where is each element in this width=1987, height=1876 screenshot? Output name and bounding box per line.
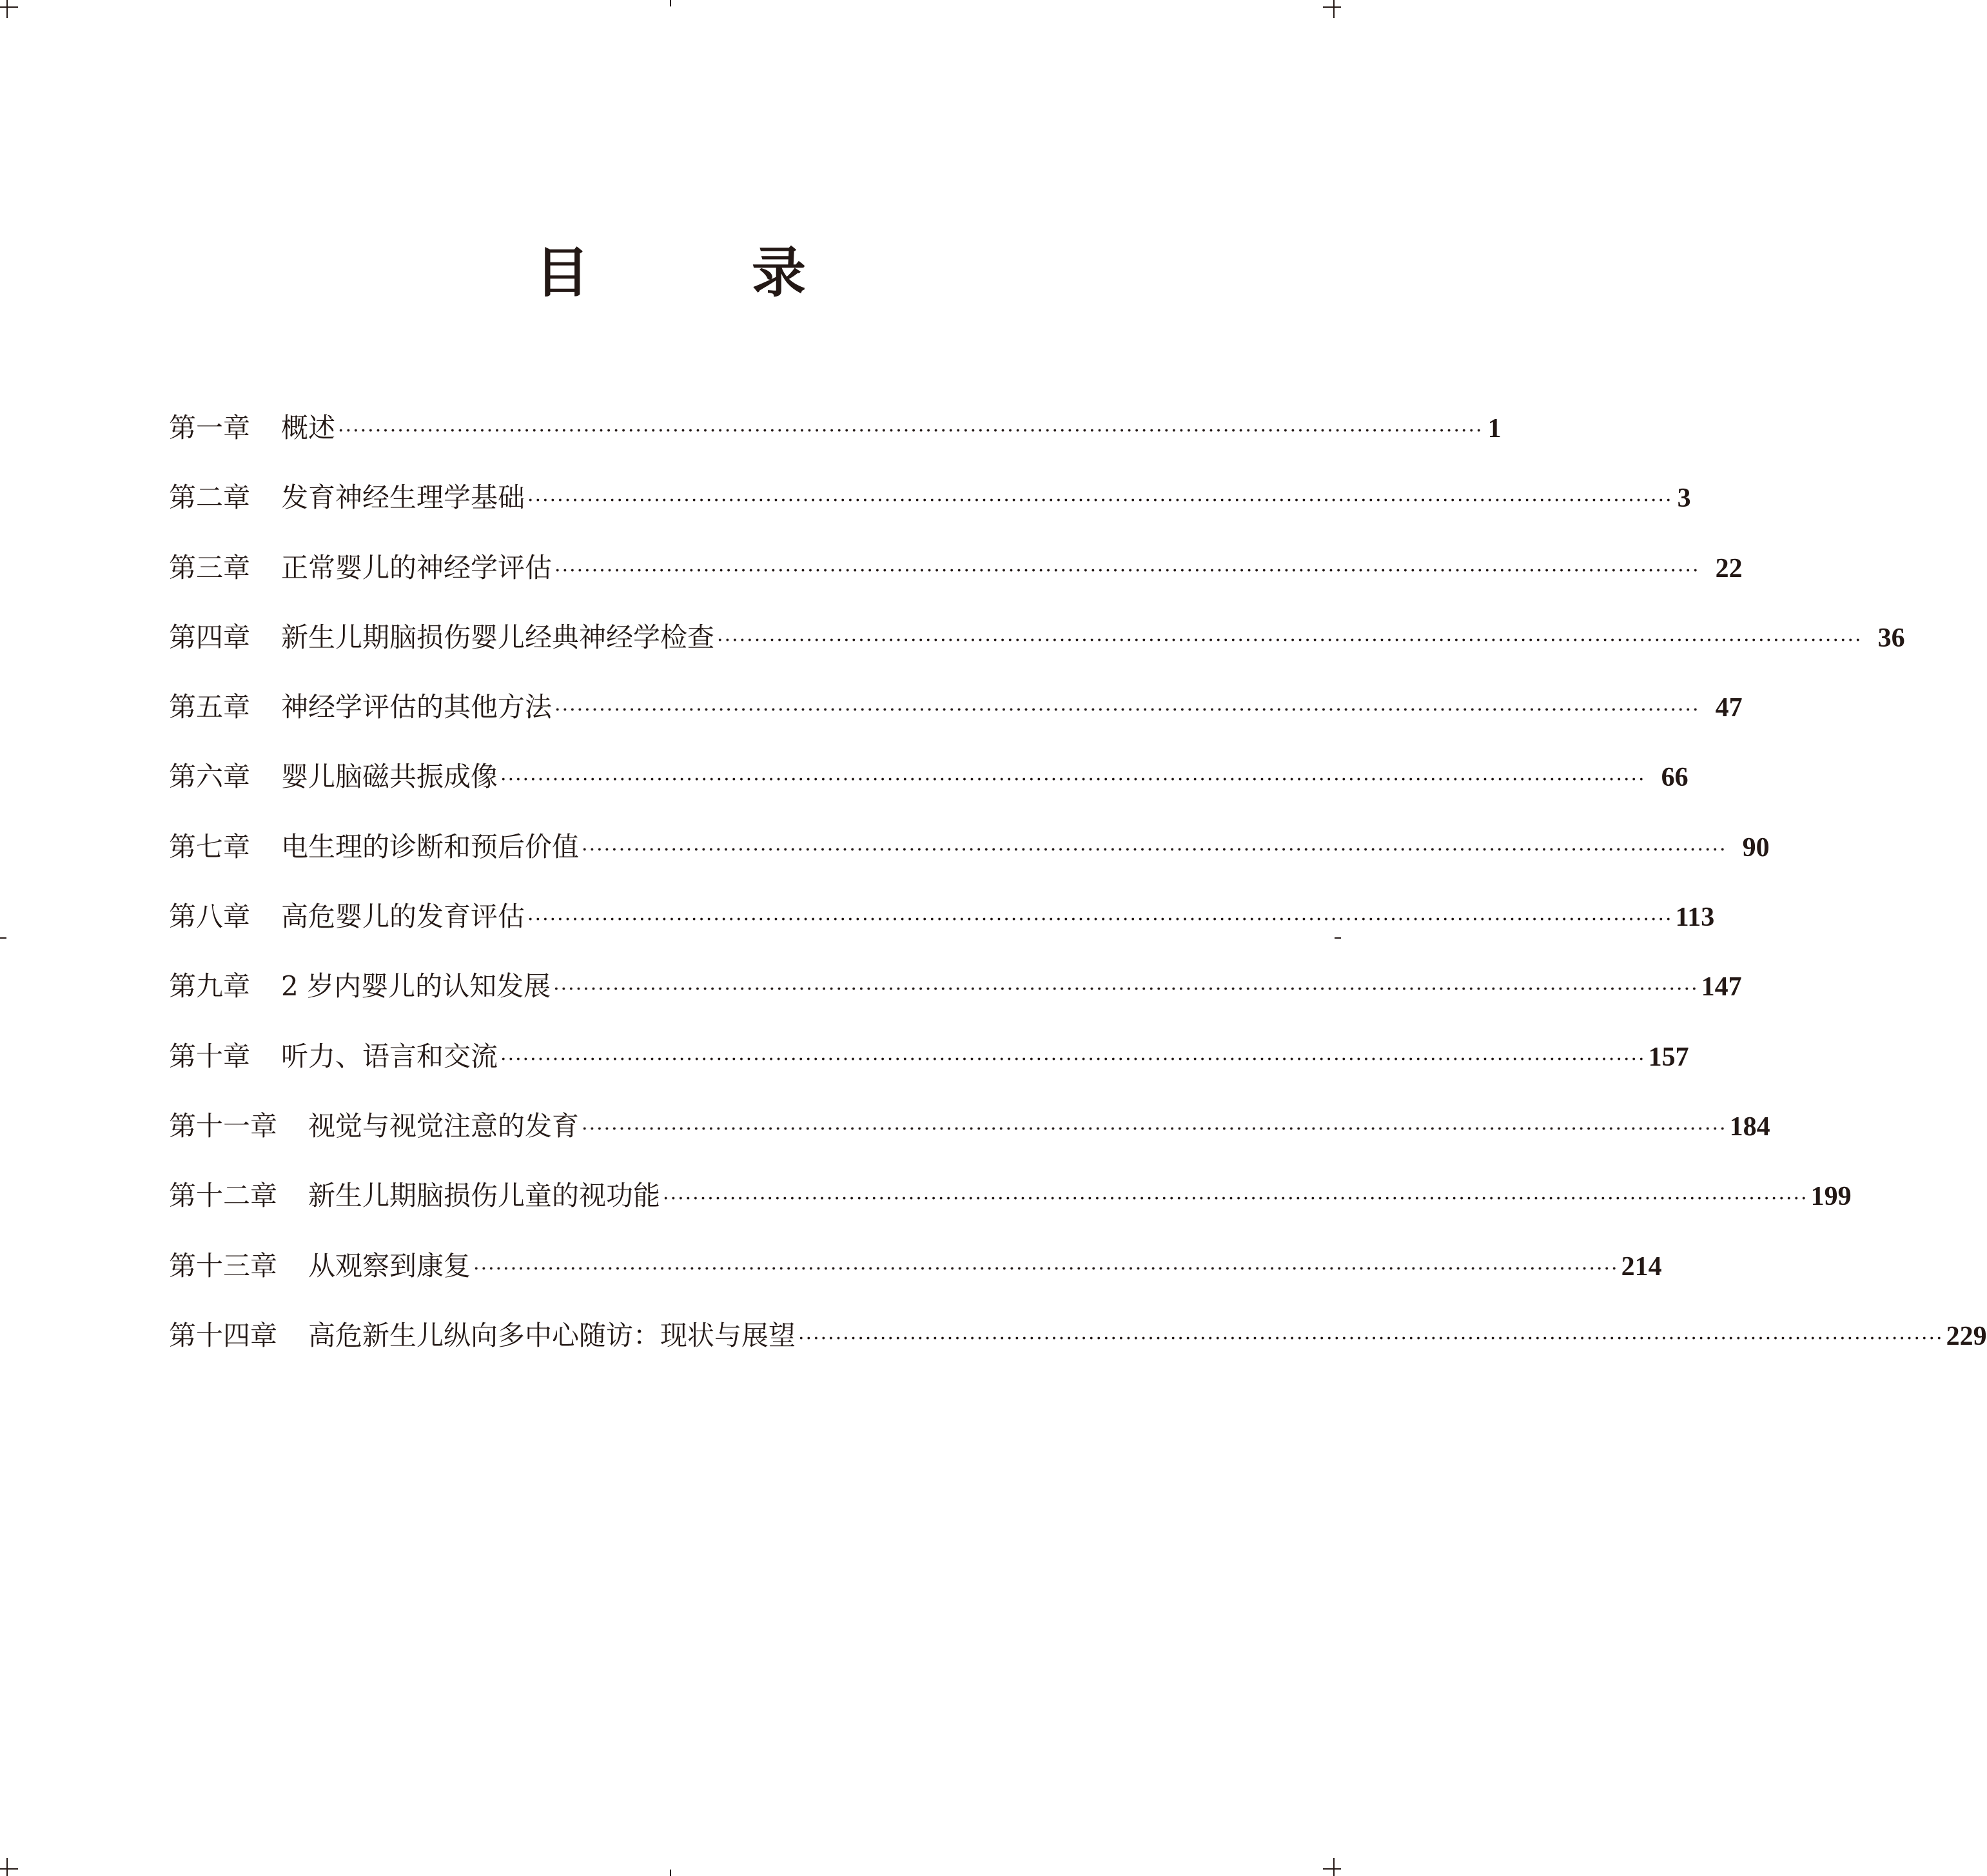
chapter-title: 高危新生儿纵向多中心随访：现状与展望 [308, 1319, 796, 1351]
toc-entry[interactable] [169, 679, 1743, 748]
crop-mark-bottom-left-v [6, 1858, 8, 1876]
toc-entry[interactable] [169, 400, 1502, 469]
page-number: 22 [1715, 553, 1743, 583]
dot-leader: ·························································································································································· [473, 1257, 1619, 1280]
chapter-heading [169, 1028, 498, 1085]
chapter-title: 新生儿期脑损伤儿童的视功能 [308, 1180, 661, 1212]
chapter-number: 第六章 [169, 761, 251, 793]
dot-leader: ·························································································································································· [500, 1048, 1646, 1071]
dot-leader: ·························································································································································· [717, 629, 1863, 652]
chapter-number: 第十四章 [169, 1319, 278, 1351]
toc-entry[interactable] [169, 958, 1742, 1028]
dot-leader: ·························································································································································· [527, 489, 1673, 513]
chapter-title: 婴儿脑磁共振成像 [281, 761, 498, 793]
chapter-heading [169, 1238, 471, 1295]
chapter-heading [169, 958, 551, 1015]
chapter-title: 神经学评估的其他方法 [281, 691, 553, 723]
chapter-heading [169, 819, 579, 875]
dot-leader: ·························································································································································· [582, 838, 1727, 861]
chapter-title: 高危婴儿的发育评估 [281, 901, 525, 933]
page-number: 1 [1487, 414, 1502, 444]
toc-entry[interactable] [169, 1168, 1852, 1237]
crop-mark-top-left-h [0, 6, 18, 8]
chapter-number: 第三章 [169, 551, 251, 583]
dot-leader: ·························································································································································· [582, 1117, 1727, 1140]
chapter-heading [169, 609, 714, 666]
chapter-number: 第八章 [169, 901, 251, 933]
dot-leader: ·························································································································································· [527, 908, 1673, 932]
chapter-title: 新生儿期脑损伤婴儿经典神经学检查 [281, 621, 715, 653]
page-number: 66 [1661, 763, 1688, 793]
chapter-heading [169, 540, 552, 596]
crop-mark-bottom-right-h [1323, 1868, 1341, 1870]
chapter-heading [169, 748, 498, 805]
crop-mark-bottom-left-h [0, 1868, 18, 1870]
dot-leader: ·························································································································································· [663, 1187, 1808, 1211]
chapter-title: 听力、语言和交流 [281, 1040, 498, 1072]
page-number: 147 [1701, 972, 1742, 1002]
page-number: 3 [1677, 484, 1691, 514]
chapter-title: 概述 [281, 412, 336, 444]
chapter-title: 从观察到康复 [308, 1249, 471, 1282]
chapter-title: 2 岁内婴儿的认知发展 [281, 970, 551, 1002]
chapter-number: 第一章 [169, 412, 251, 444]
page-title: 目 录 [534, 241, 860, 304]
page-number: 113 [1675, 903, 1715, 933]
toc-entry[interactable] [169, 1028, 1689, 1098]
page-number: 214 [1621, 1251, 1662, 1282]
crop-mark-bottom-right-v [1333, 1858, 1335, 1876]
toc-entry[interactable] [169, 540, 1743, 609]
crop-mark-top-left-v [6, 0, 8, 18]
page-number: 199 [1810, 1182, 1852, 1212]
chapter-title: 视觉与视觉注意的发育 [308, 1109, 580, 1142]
toc-entry[interactable] [169, 888, 1715, 958]
dot-leader: ·························································································································································· [554, 559, 1700, 582]
page-number: 90 [1742, 832, 1770, 863]
crop-mark-mid-left [0, 937, 6, 939]
chapter-heading [169, 469, 525, 526]
toc-entry[interactable] [169, 1307, 1987, 1377]
chapter-number: 第十一章 [169, 1109, 278, 1142]
page-number: 157 [1648, 1042, 1689, 1072]
dot-leader: ·························································································································································· [500, 768, 1646, 792]
chapter-number: 第九章 [169, 970, 251, 1002]
table-of-contents [169, 400, 1987, 1377]
page-number: 36 [1877, 623, 1905, 653]
chapter-number: 第七章 [169, 830, 251, 863]
chapter-title: 发育神经生理学基础 [281, 482, 525, 514]
toc-entry[interactable] [169, 819, 1770, 888]
crop-mark-bottom-center [670, 1870, 671, 1876]
dot-leader: ·························································································································································· [554, 699, 1700, 722]
toc-entry[interactable] [169, 1098, 1770, 1168]
chapter-number: 第十二章 [169, 1180, 278, 1212]
chapter-title: 电生理的诊断和预后价值 [281, 830, 580, 863]
dot-leader: ·························································································································································· [798, 1327, 1944, 1350]
chapter-heading [169, 679, 552, 736]
chapter-heading [169, 888, 525, 945]
toc-entry[interactable] [169, 748, 1688, 818]
chapter-number: 第二章 [169, 482, 251, 514]
page-number: 184 [1729, 1111, 1770, 1142]
page-number: 47 [1715, 693, 1743, 723]
toc-entry[interactable] [169, 609, 1905, 679]
chapter-heading [169, 400, 335, 456]
chapter-title: 正常婴儿的神经学评估 [281, 551, 553, 583]
chapter-heading [169, 1168, 660, 1224]
crop-mark-top-right-h [1323, 6, 1341, 8]
dot-leader: ·························································································································································· [553, 978, 1699, 1001]
chapter-number: 第十三章 [169, 1249, 278, 1282]
page-number: 229 [1946, 1321, 1987, 1351]
chapter-number: 第四章 [169, 621, 251, 653]
chapter-heading [169, 1098, 579, 1155]
crop-mark-top-center [670, 0, 671, 6]
dot-leader: ·························································································································································· [338, 420, 1483, 442]
chapter-heading [169, 1307, 796, 1364]
toc-entry[interactable] [169, 469, 1691, 539]
chapter-number: 第五章 [169, 691, 251, 723]
chapter-number: 第十章 [169, 1040, 251, 1072]
crop-mark-top-right-v [1333, 0, 1335, 18]
toc-entry[interactable] [169, 1238, 1662, 1307]
